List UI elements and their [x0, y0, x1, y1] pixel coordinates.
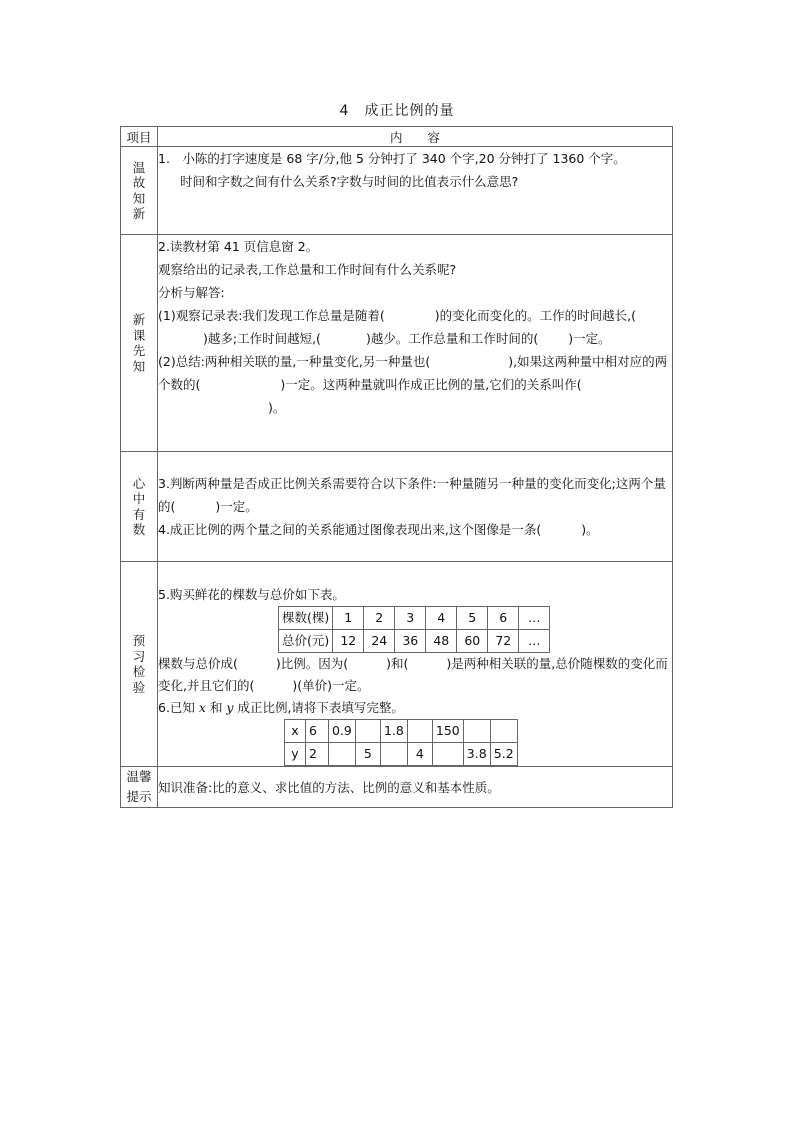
- cell: 2: [364, 607, 395, 630]
- cell: 6: [488, 607, 519, 630]
- label-review: 温故知新: [121, 147, 158, 235]
- newlesson-para-1: (1)观察记录表:我们发现工作总量是随着( )的变化而变化的。工作的时间越长,()越多;工作时间越短,( )越少。工作总量和工作时间的( )一定。: [158, 308, 637, 346]
- cell: 总价(元): [279, 630, 333, 653]
- content-review: [158, 147, 673, 235]
- label-tip: 温馨提示: [121, 767, 158, 808]
- content-tip: 知识准备:比的意义、求比值的方法、比例的意义和基本性质。: [158, 767, 673, 808]
- header-row: [121, 127, 673, 147]
- review-line-2: 时间和字数之间有什么关系?字数与时间的比值表示什么意思?: [180, 174, 519, 189]
- newlesson-line-2: 观察给出的记录表,工作总量和工作时间有什么关系呢?: [158, 262, 457, 277]
- cell: 72: [488, 630, 519, 653]
- label-newlesson: 新课先知: [121, 235, 158, 452]
- xy-table: [284, 719, 518, 766]
- content-preview: [158, 562, 673, 767]
- review-line-1: 1. 小陈的打字速度是 68 字/分,他 5 分钟打了 340 个字,20 分钟打了 1360 个字。: [158, 151, 626, 166]
- cell: 3: [395, 607, 426, 630]
- content-newlesson: [158, 235, 673, 452]
- x-row: [285, 720, 518, 743]
- y-row: [285, 743, 518, 766]
- cell: 4: [426, 607, 457, 630]
- cell: 1: [333, 607, 364, 630]
- mind-line-1: 3.判断两种量是否成正比例关系需要符合以下条件:一种量随另一种量的变化而变化;这两个量的( )一定。: [158, 476, 666, 514]
- preview-q5: 5.购买鲜花的棵数与总价如下表。: [158, 587, 345, 602]
- flower-count-row: [279, 607, 550, 630]
- cell: …: [519, 630, 550, 653]
- newlesson-line-3: 分析与解答:: [158, 285, 225, 300]
- header-content: 内 容: [158, 127, 673, 147]
- cell: 5.2: [490, 743, 517, 766]
- cell: x: [285, 720, 306, 743]
- flower-total-row: [279, 630, 550, 653]
- cell: [432, 743, 463, 766]
- cell: 150: [432, 720, 463, 743]
- cell: [380, 743, 407, 766]
- cell: 0.9: [329, 720, 356, 743]
- cell: 6: [306, 720, 329, 743]
- cell: [490, 720, 517, 743]
- cell: 36: [395, 630, 426, 653]
- row-review: [121, 147, 673, 235]
- preview-q5-answer: 棵数与总价成( )比例。因为( )和( )是两种相关联的量,总价随棵数的变化而变化,并且它们的( )(单价)一定。: [158, 656, 668, 693]
- cell: 5: [457, 607, 488, 630]
- cell: 3.8: [463, 743, 490, 766]
- header-item: 项目: [121, 127, 158, 147]
- preview-q6: 6.已知 x 和 y 成正比例,请将下表填写完整。: [158, 700, 404, 715]
- cell: [329, 743, 356, 766]
- cell: y: [285, 743, 306, 766]
- mind-line-2: 4.成正比例的两个量之间的关系能通过图像表现出来,这个图像是一条( )。: [158, 522, 599, 537]
- cell: [463, 720, 490, 743]
- cell: 5: [355, 743, 380, 766]
- cell: 12: [333, 630, 364, 653]
- flower-price-table: [278, 606, 550, 653]
- cell: 棵数(棵): [279, 607, 333, 630]
- cell: 60: [457, 630, 488, 653]
- cell: 4: [407, 743, 432, 766]
- newlesson-para-2: (2)总结:两种相关联的量,一种量变化,另一种量也( ),如果这两种量中相对应的两个数的( )一定。这两种量就叫作成正比例的量,它们的关系叫作()。: [158, 354, 668, 415]
- page-title: 4 成正比例的量: [339, 103, 455, 119]
- newlesson-line-1: 2.读教材第 41 页信息窗 2。: [158, 239, 319, 254]
- cell: 24: [364, 630, 395, 653]
- cell: 48: [426, 630, 457, 653]
- cell: [355, 720, 380, 743]
- row-mind: [121, 452, 673, 562]
- label-mind: 心中有数: [121, 452, 158, 562]
- cell: 2: [306, 743, 329, 766]
- cell: …: [519, 607, 550, 630]
- content-mind: [158, 452, 673, 562]
- cell: 1.8: [380, 720, 407, 743]
- cell: [407, 720, 432, 743]
- label-preview: 预习检验: [121, 562, 158, 767]
- row-preview: [121, 562, 673, 767]
- row-newlesson: [121, 235, 673, 452]
- study-guide-table: [120, 126, 673, 808]
- row-tip: [121, 767, 673, 808]
